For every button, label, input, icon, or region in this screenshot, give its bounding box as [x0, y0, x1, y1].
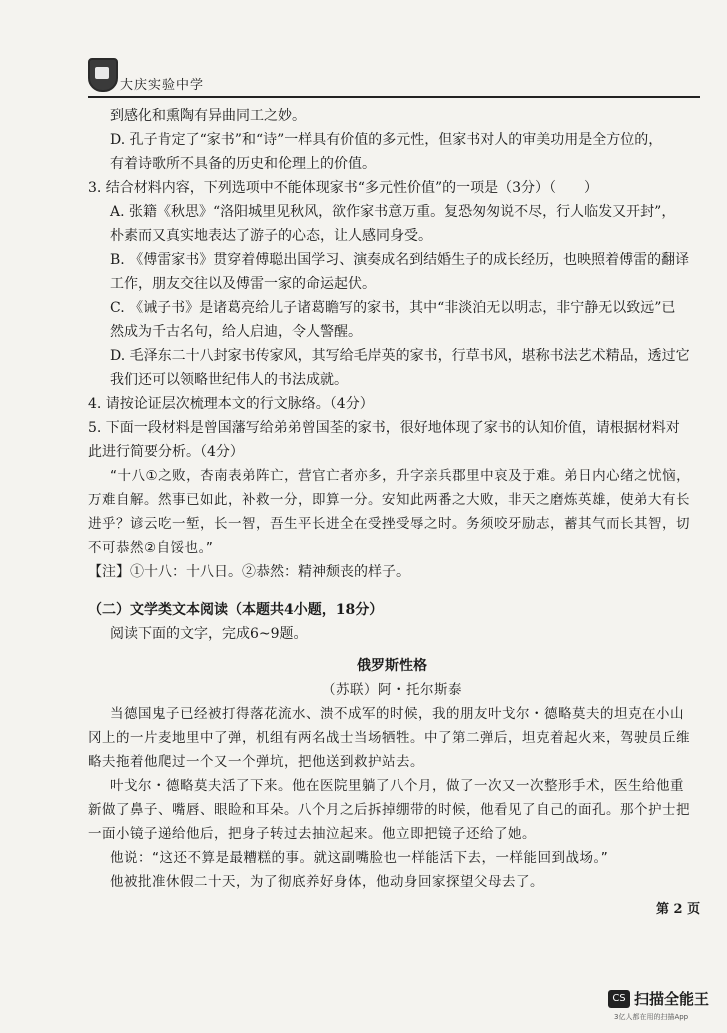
text-line: 有着诗歌所不具备的历史和伦理上的价值。 [110, 156, 376, 172]
text-line: 3. 结合材料内容，下列选项中不能体现家书“多元性价值”的一项是（3分）（ ） [88, 180, 599, 196]
text-line: C. 《诫子书》是诸葛亮给儿子诸葛瞻写的家书，其中“非淡泊无以明志，非宁静无以致远”已 [110, 300, 676, 316]
story-line: 新做了鼻子、嘴唇、眼睑和耳朵。八个月之后拆掉绷带的时候，他看见了自己的面孔。那个护士把 [88, 802, 690, 818]
text-line: “十八①之败，杏南表弟阵亡，营官亡者亦多，升字亲兵郡里中哀及于难。弟日内心绪之忧恼， [110, 468, 691, 484]
text-line: 不可恭然②自馁也。” [88, 540, 214, 556]
story-author: （苏联）阿・托尔斯泰 [322, 682, 462, 698]
school-name: 大庆实验中学 [120, 78, 205, 93]
text-line: 进乎？谚云吃一堑，长一智，吾生平长进全在受挫受辱之时。务须咬牙励志，蓄其气而长其智，切 [88, 516, 690, 532]
scanner-app-tagline: 3亿人都在用的扫描App [614, 1013, 689, 1021]
story-line: 一面小镜子递给他后，把身子转过去抽泣起来。他立即把镜子还给了她。 [88, 826, 536, 842]
scanner-app-name: 扫描全能王 [634, 990, 710, 1008]
story-line: 他被批准休假二十天，为了彻底养好身体，他动身回家探望父母去了。 [110, 874, 544, 890]
page-number: 第 2 页 [656, 902, 701, 917]
text-line: 此进行简要分析。（4分） [88, 444, 244, 460]
text-line: 4. 请按论证层次梳理本文的行文脉络。（4分） [88, 396, 374, 412]
scanner-app-icon: CS [608, 990, 630, 1008]
text-line: 朴素而又真实地表达了游子的心态，让人感同身受。 [110, 228, 432, 244]
scanner-badge [608, 986, 720, 1026]
text-line: A. 张籍《秋思》“洛阳城里见秋风，欲作家书意万重。复恐匆匆说不尽，行人临发又开封”， [110, 204, 676, 220]
text-line: D. 毛泽东二十八封家书传家风，其写给毛岸英的家书，行草书风，堪称书法艺术精品，透过它 [110, 348, 690, 364]
text-line: 工作，朋友交往以及傅雷一家的命运起伏。 [110, 276, 376, 292]
text-line: 到感化和熏陶有异曲同工之妙。 [110, 108, 306, 124]
story-line: 他说：“这还不算是最糟糕的事。就这副嘴脸也一样能活下去，一样能回到战场。” [110, 850, 609, 866]
page-header [88, 58, 698, 98]
school-logo-icon [88, 58, 118, 92]
page-content [88, 104, 696, 894]
question-lines [88, 104, 696, 584]
story-line: 冈上的一片麦地里中了弹，机组有两名战士当场牺牲。中了第二弹后，坦克着起火来，驾驶员丘维 [88, 730, 690, 746]
text-line: 【注】①十八：十八日。②恭然：精神颓丧的样子。 [88, 564, 410, 580]
section-instruction: 阅读下面的文字，完成6~9题。 [110, 626, 308, 642]
story-line: 叶戈尔・德略莫夫活了下来。他在医院里躺了八个月，做了一次又一次整形手术，医生给他重 [110, 778, 684, 794]
section-heading: （二）文学类文本阅读（本题共4小题，18分） [88, 602, 384, 618]
text-line: 然成为千古名句，给人启迪，令人警醒。 [110, 324, 362, 340]
text-line: 万难自解。然事已如此，补救一分，即算一分。安知此两番之大败，非天之磨炼英雄，使弟大有长 [88, 492, 690, 508]
text-line: 5. 下面一段材料是曾国藩写给弟弟曾国荃的家书，很好地体现了家书的认知价值，请根据材料对 [88, 420, 680, 436]
story-line: 略夫拖着他爬过一个又一个弹坑，把他送到救护站去。 [88, 754, 424, 770]
story-title: 俄罗斯性格 [357, 658, 427, 674]
story-paragraphs [88, 702, 696, 894]
header-rule [88, 96, 700, 98]
text-line: D. 孔子肯定了“家书”和“诗”一样具有价值的多元性，但家书对人的审美功用是全方位的， [110, 132, 663, 148]
story-line: 当德国鬼子已经被打得落花流水、溃不成军的时候，我的朋友叶戈尔・德略莫夫的坦克在小山 [110, 706, 684, 722]
text-line: B. 《傅雷家书》贯穿着傅聪出国学习、演奏成名到结婚生子的成长经历，也映照着傅雷的翻译 [110, 252, 690, 268]
text-line: 我们还可以领略世纪伟人的书法成就。 [110, 372, 348, 388]
